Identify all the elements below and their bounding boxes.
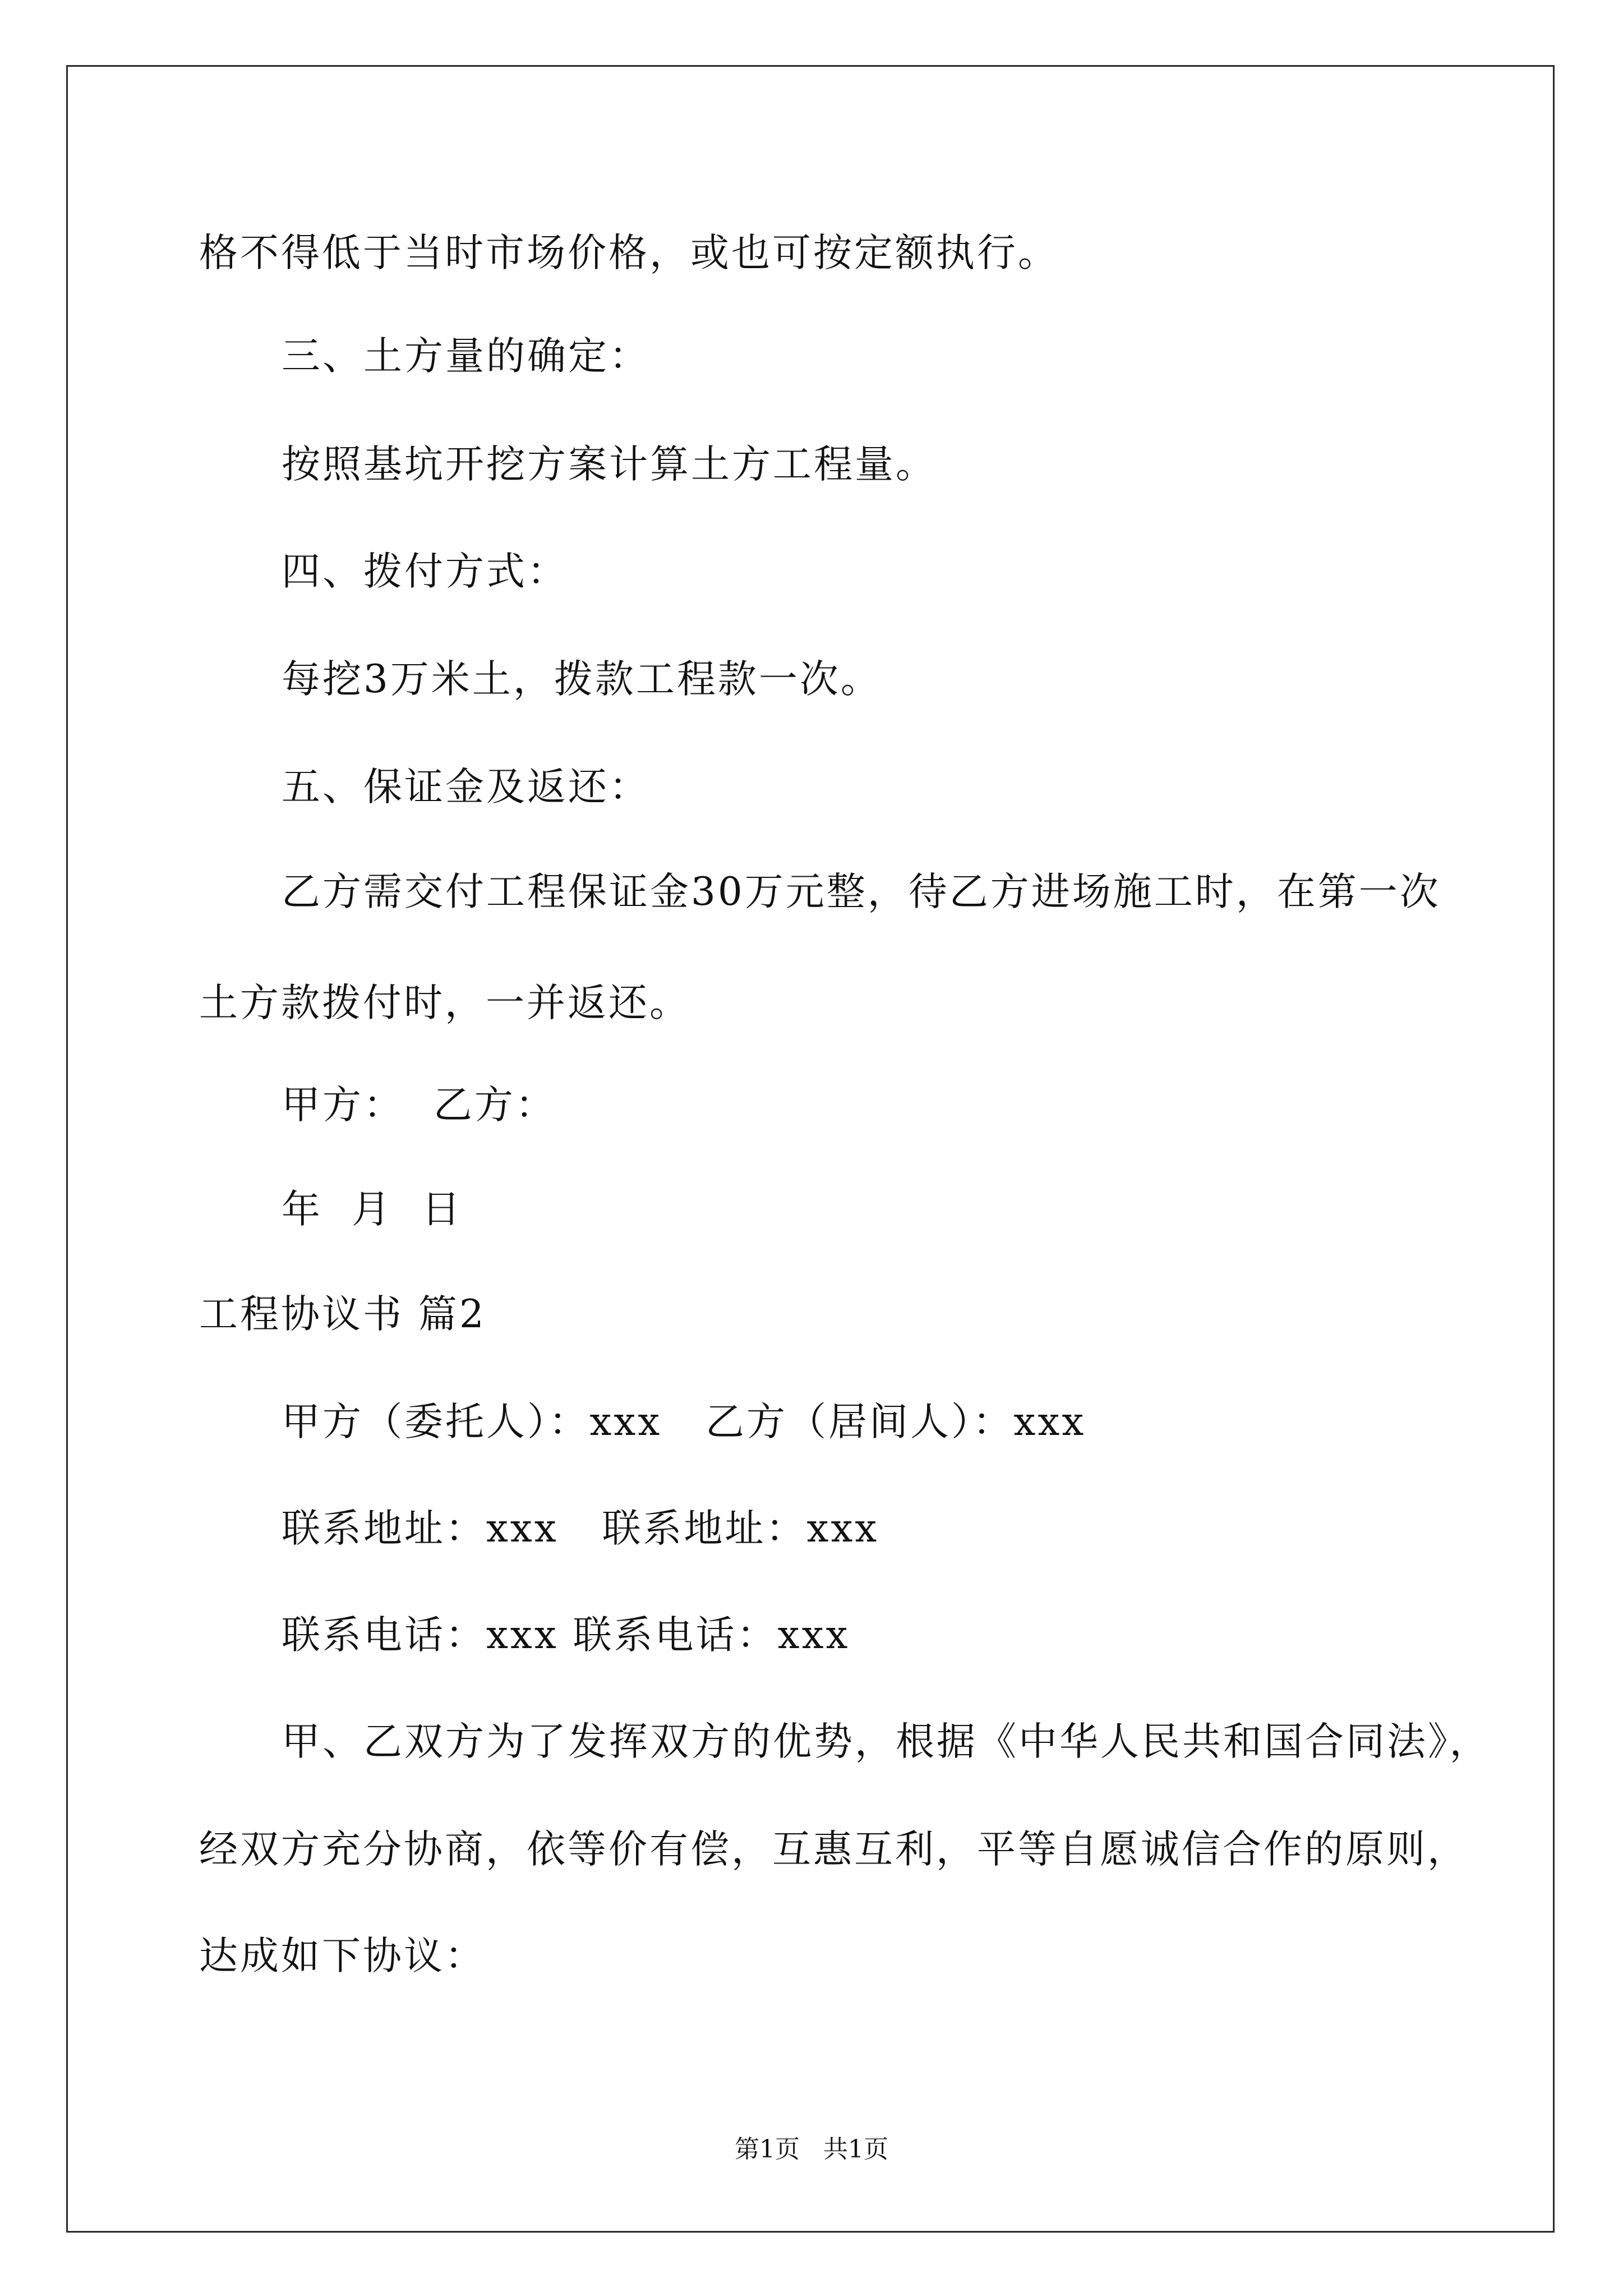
- address-line: 联系地址：xxx 联系地址：xxx: [282, 1506, 879, 1551]
- date-line: 年 月 日: [282, 1187, 463, 1232]
- paragraph-line: 达成如下协议：: [199, 1934, 486, 1978]
- document-subtitle: 工程协议书 篇2: [199, 1292, 486, 1337]
- paragraph-line: 土方款拨付时，一并返还。: [199, 981, 690, 1025]
- page-footer: 第1页 共1页: [735, 2135, 888, 2164]
- section-heading: 五、保证金及返还：: [282, 765, 650, 809]
- phone-line: 联系电话：xxx 联系电话：xxx: [282, 1613, 850, 1658]
- paragraph-line: 格不得低于当时市场价格，或也可按定额执行。: [199, 231, 1059, 275]
- party-names-line: 甲方（委托人）：xxx 乙方（居间人）：xxx: [282, 1400, 1086, 1444]
- section-heading: 三、土方量的确定：: [282, 334, 650, 379]
- paragraph-line: 经双方充分协商，依等价有偿，互惠互利，平等自愿诚信合作的原则，: [199, 1827, 1468, 1872]
- section-heading: 四、拨付方式：: [282, 549, 568, 594]
- paragraph-line: 甲、乙双方为了发挥双方的优势，根据《中华人民共和国合同法》，: [282, 1719, 1491, 1764]
- paragraph-line: 每挖3万米土，拨款工程款一次。: [282, 657, 882, 702]
- paragraph-line: 按照基坑开挖方案计算土方工程量。: [282, 442, 937, 487]
- signature-parties-line: 甲方： 乙方：: [282, 1083, 556, 1128]
- paragraph-line: 乙方需交付工程保证金30万元整，待乙方进场施工时，在第一次: [282, 869, 1441, 914]
